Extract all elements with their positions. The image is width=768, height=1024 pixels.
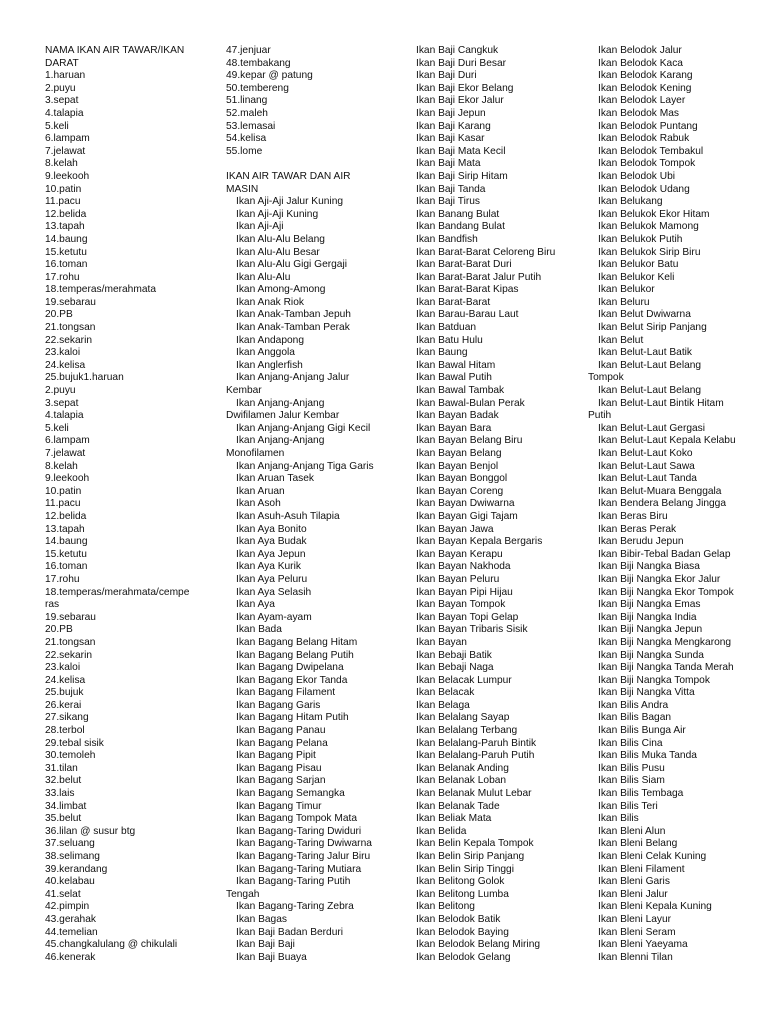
text-line: Ikan Anjang-Anjang — [236, 435, 325, 447]
text-line: Ikan Aya Bonito — [236, 523, 307, 535]
text-line: Ikan Bagang-Taring Putih — [236, 876, 351, 888]
text-line: Ikan Baji Kasar — [416, 133, 485, 145]
text-line: Ikan Aya Peluru — [236, 573, 308, 585]
text-line: Ikan Bagang-Taring Jalur Biru — [236, 851, 371, 862]
text-line: Ikan Asuh-Asuh Tilapia — [236, 510, 340, 522]
text-line: 17.rohu — [45, 573, 80, 585]
text-line: Ikan Baji Karang — [416, 120, 491, 132]
text-line: 6.lampam — [45, 435, 90, 447]
text-column-3 — [416, 45, 591, 964]
text-line: Ikan Andapong — [236, 334, 304, 346]
text-line: Ikan Bleni Seram — [598, 926, 676, 938]
text-line: Ikan Belukok Sirip Biru — [598, 246, 701, 258]
text-line: Ikan Baji Badan Berduri — [236, 926, 344, 938]
text-line: Ikan Ayam-ayam — [236, 611, 312, 623]
text-line: Ikan Bagang Panau — [236, 725, 326, 737]
text-line: 35.belut — [45, 813, 82, 825]
text-line: 44.temelian — [45, 926, 98, 938]
text-line: Ikan Biji Nangka Ekor Jalur — [598, 573, 721, 585]
text-line: Ikan Baji Baji — [236, 939, 295, 951]
text-line: Ikan Bilis Muka Tanda — [598, 750, 697, 762]
text-line: Ikan Anjang-Anjang — [236, 397, 325, 409]
text-line: 10.patin — [45, 485, 82, 497]
text-line: Ikan Bawal Putih — [416, 372, 492, 384]
text-line: Ikan Bagang-Taring Dwiduri — [236, 825, 362, 837]
text-line: 55.lome — [226, 145, 263, 157]
text-line: Ikan Biji Nangka Tanda Merah — [598, 662, 734, 674]
text-line: Ikan Batu Hulu — [416, 334, 483, 346]
text-line: Ikan Bagang-Taring Mutiara — [236, 863, 362, 875]
text-line: 27.sikang — [45, 712, 89, 724]
text-line: Ikan Bayan Bonggol — [416, 473, 508, 485]
text-line: 32.belut — [45, 775, 82, 787]
text-line: Ikan Bayan Topi Gelap — [416, 611, 519, 623]
text-line: Ikan Baji Mata Kecil — [416, 145, 506, 157]
text-line: Ikan Belaga — [416, 699, 470, 711]
text-line: Ikan Belukok Ekor Hitam — [598, 208, 710, 220]
text-line: Ikan Biji Nangka Biasa — [598, 561, 700, 573]
text-line: Ikan Baung — [416, 347, 468, 359]
text-line: Ikan Bilis Cina — [598, 737, 663, 749]
text-line: 20.PB — [45, 624, 73, 636]
text-line: 42.pimpin — [45, 901, 90, 913]
text-line: 15.ketutu — [45, 548, 87, 560]
text-line: 1.haruan — [45, 70, 86, 82]
text-line: ras — [45, 599, 60, 611]
text-line: 48.tembakang — [226, 57, 291, 69]
text-line: Ikan Belida — [416, 825, 467, 837]
text-line: Ikan Bayan Dwiwarna — [416, 498, 515, 510]
text-line: 50.tembereng — [226, 82, 289, 94]
text-line: 21.tongsan — [45, 322, 96, 334]
text-line: Ikan Bandang Bulat — [416, 221, 505, 233]
text-line: 22.sekarin — [45, 334, 93, 346]
text-line: Ikan Belin Kepala Tompok — [416, 838, 534, 850]
text-line: 49.kepar @ patung — [226, 70, 313, 82]
text-line: Ikan Beras Biru — [598, 510, 668, 522]
text-line: 7.jelawat — [45, 448, 86, 459]
text-line: Ikan Biji Nangka Tompok — [598, 674, 710, 686]
text-line: 23.kaloi — [45, 347, 81, 359]
text-line: Ikan Belalang Terbang — [416, 725, 518, 737]
text-line: 3.sepat — [45, 397, 79, 409]
text-line: Ikan Bilis Bunga Air — [598, 725, 686, 737]
text-line: Ikan Anglerfish — [236, 359, 303, 371]
text-line: 4.talapia — [45, 410, 84, 422]
text-line: Ikan Bayan Coreng — [416, 485, 504, 497]
text-line: Ikan Alu-Alu Gigi Gergaji — [236, 259, 347, 271]
text-line: Ikan Bayan Kerapu — [416, 548, 503, 560]
text-line: Ikan Bebaji Batik — [416, 649, 492, 661]
text-line: 5.keli — [45, 422, 69, 434]
text-line: Ikan Belalang-Paruh Bintik — [416, 737, 537, 749]
text-line: Ikan Belodok Karang — [598, 70, 693, 82]
text-line: Ikan Baji Tirus — [416, 196, 480, 208]
text-line: Ikan Aya Kurik — [236, 561, 301, 573]
text-line: 20.PB — [45, 309, 73, 321]
text-line: Ikan Bagang Sarjan — [236, 775, 326, 787]
text-line: Ikan Belodok Puntang — [598, 120, 698, 132]
text-line: Ikan Aya Budak — [236, 536, 307, 548]
text-line: Ikan Aya Selasih — [236, 586, 312, 598]
text-line: Ikan Belukok Putih — [598, 233, 683, 245]
text-line: Ikan Bagang Timur — [236, 800, 322, 812]
text-line: Ikan Belut-Laut Belang — [598, 359, 702, 371]
text-line: Ikan Bayan Gigi Tajam — [416, 510, 518, 522]
text-line: Ikan Anjang-Anjang Jalur — [236, 372, 350, 384]
text-line: 38.selimang — [45, 851, 100, 862]
text-line: Ikan Bagang Belang Putih — [236, 649, 354, 661]
text-line: Ikan Bayan Kepala Bergaris — [416, 536, 543, 548]
text-line: Ikan Baji Buaya — [236, 951, 307, 963]
text-line: Ikan Belut-Laut Kepala Kelabu — [598, 435, 736, 447]
text-line: Ikan Bagang Tompok Mata — [236, 813, 358, 825]
text-line: 52.maleh — [226, 107, 268, 119]
text-line: Ikan Belodok Gelang — [416, 951, 511, 963]
text-line: Ikan Aruan Tasek — [236, 473, 314, 485]
text-line: Ikan Belukor Keli — [598, 271, 675, 283]
text-line — [226, 158, 406, 171]
text-line: Ikan Bilis Pusu — [598, 762, 665, 774]
text-line: Ikan Bibir-Tebal Badan Gelap — [598, 548, 731, 560]
text-line: Ikan Bayan Badak — [416, 410, 499, 422]
text-line: Ikan Bagang Belang Hitam — [236, 636, 358, 648]
text-line: 37.seluang — [45, 838, 95, 850]
text-line: 17.rohu — [45, 271, 80, 283]
text-line: 24.kelisa — [45, 674, 86, 686]
text-line: Ikan Bayan Tribaris Sisik — [416, 624, 528, 636]
text-line: Ikan Belanak Anding — [416, 762, 509, 774]
text-line: Ikan Belodok Tembakul — [598, 145, 704, 157]
text-line: 3.sepat — [45, 95, 79, 107]
text-line: Ikan Baji Cangkuk — [416, 45, 499, 56]
text-line: 39.kerandang — [45, 863, 108, 875]
text-line: Ikan Belodok Batik — [416, 913, 501, 925]
text-line: Ikan Barat-Barat — [416, 296, 491, 308]
text-line: 33.lais — [45, 788, 75, 800]
text-line: Ikan Barat-Barat Kipas — [416, 284, 519, 296]
text-line: 28.terbol — [45, 725, 85, 737]
text-line: Ikan Belut Dwiwarna — [598, 309, 691, 321]
text-line: Ikan Anak-Tamban Jepuh — [236, 309, 351, 321]
text-line: 7.jelawat — [45, 145, 86, 157]
text-line: 19.sebarau — [45, 296, 96, 308]
text-line: Ikan Belacak Lumpur — [416, 674, 512, 686]
text-line: Monofilamen — [226, 448, 285, 459]
text-line: Ikan Baji Ekor Belang — [416, 82, 514, 94]
text-line: 25.bujuk1.haruan — [45, 372, 124, 384]
text-line: Ikan Bayan Nakhoda — [416, 561, 511, 573]
text-line: Ikan Bleni Layur — [598, 913, 672, 925]
text-line: Ikan Bagang Pisau — [236, 762, 322, 774]
text-line: Ikan Bada — [236, 624, 282, 636]
text-line: Ikan Belukor — [598, 284, 655, 296]
text-line: 51.linang — [226, 95, 268, 107]
text-line: Ikan Bagang Hitam Putih — [236, 712, 349, 724]
text-line: Ikan Biji Nangka Mengkarong — [598, 636, 732, 648]
text-line: Ikan Aya Jepun — [236, 548, 306, 560]
text-line: Ikan Bleni Celak Kuning — [598, 851, 707, 862]
text-line: Ikan Bilis — [598, 813, 639, 825]
text-line: Ikan Belanak Loban — [416, 775, 507, 787]
text-line: 10.patin — [45, 183, 82, 195]
text-line: Ikan Belodok Belang Miring — [416, 939, 541, 951]
text-line: Ikan Beluru — [598, 296, 650, 308]
text-line: Ikan Belut-Laut Bintik Hitam — [598, 397, 724, 409]
text-line: Ikan Belukok Mamong — [598, 221, 699, 233]
text-line: 11.pacu — [45, 196, 81, 208]
text-line: Dwifilamen Jalur Kembar — [226, 410, 340, 422]
text-line: Ikan Belut-Laut Batik — [598, 347, 693, 359]
text-line: Ikan Beras Perak — [598, 523, 677, 535]
text-line: Ikan Baji Duri Besar — [416, 57, 507, 69]
text-line: Ikan Belitong Golok — [416, 876, 505, 888]
text-line: Ikan Baji Tanda — [416, 183, 486, 195]
text-line: Ikan Asoh — [236, 498, 281, 510]
text-line: Ikan Belukang — [598, 196, 663, 208]
text-line: Ikan Alu-Alu Besar — [236, 246, 320, 258]
text-line: Ikan Biji Nangka Ekor Tompok — [598, 586, 734, 598]
text-line: 54.kelisa — [226, 133, 267, 145]
text-line: 21.tongsan — [45, 636, 96, 648]
text-line: Ikan Bawal-Bulan Perak — [416, 397, 525, 409]
text-line: Ikan Anak Riok — [236, 296, 304, 308]
text-line: Ikan Bleni Yaeyama — [598, 939, 688, 951]
text-line: Ikan Belodok Ubi — [598, 170, 676, 182]
text-line: Ikan Bagang Pelana — [236, 737, 328, 749]
text-line: Ikan Bagang Pipit — [236, 750, 316, 762]
text-line: Ikan Alu-Alu Belang — [236, 233, 325, 245]
text-line: Ikan Bayan Belang Biru — [416, 435, 523, 447]
text-line: Ikan Bilis Tembaga — [598, 788, 684, 800]
text-line: Ikan Bayan Belang — [416, 448, 502, 459]
text-line: Ikan Aji-Aji — [236, 221, 284, 233]
text-column-4 — [588, 45, 763, 964]
text-line: Ikan Belanak Mulut Lebar — [416, 788, 532, 800]
text-line: 40.kelabau — [45, 876, 95, 888]
text-line: Ikan Aya — [236, 599, 275, 611]
text-line: Ikan Baji Sirip Hitam — [416, 170, 508, 182]
text-line: Tompok — [588, 372, 624, 384]
text-line: Ikan Bleni Belang — [598, 838, 678, 850]
text-line: Ikan Belodok Udang — [598, 183, 690, 195]
text-line: Putih — [588, 410, 612, 422]
text-line: 12.belida — [45, 208, 87, 220]
text-line: Ikan Bagas — [236, 913, 287, 925]
text-line: Ikan Baji Duri — [416, 70, 477, 82]
text-line: Ikan Belodok Jalur — [598, 45, 682, 56]
text-line: Ikan Bleni Filament — [598, 863, 685, 875]
text-line: Ikan Belodok Mas — [598, 107, 679, 119]
text-line: DARAT — [45, 57, 79, 69]
text-line: 26.kerai — [45, 699, 82, 711]
text-line: Ikan Aruan — [236, 485, 285, 497]
text-line: 23.kaloi — [45, 662, 81, 674]
text-line: Ikan Bayan — [416, 636, 467, 648]
text-line: Ikan Banang Bulat — [416, 208, 500, 220]
text-line: Ikan Belut-Laut Koko — [598, 448, 693, 459]
text-line: Ikan Bilis Andra — [598, 699, 669, 711]
text-line: Ikan Barat-Barat Jalur Putih — [416, 271, 542, 283]
text-line: Ikan Bilis Teri — [598, 800, 658, 812]
text-line: 22.sekarin — [45, 649, 93, 661]
text-line: IKAN AIR TAWAR DAN AIR — [226, 170, 351, 182]
text-line: 2.puyu — [45, 82, 76, 94]
text-line: Tengah — [226, 888, 260, 900]
text-line: Ikan Belodok Rabuk — [598, 133, 690, 145]
text-line: 9.leekooh — [45, 473, 90, 485]
text-line: Ikan Bawal Tambak — [416, 385, 505, 397]
text-line: 5.keli — [45, 120, 69, 132]
text-line: 47.jenjuar — [226, 45, 271, 56]
text-line: Ikan Berudu Jepun — [598, 536, 684, 548]
text-line: Ikan Belanak Tade — [416, 800, 500, 812]
text-line: 6.lampam — [45, 133, 90, 145]
text-line: Ikan Bagang Filament — [236, 687, 336, 699]
text-line: Ikan Bawal Hitam — [416, 359, 496, 371]
text-line: Ikan Bayan Peluru — [416, 573, 500, 585]
text-line: 8.kelah — [45, 158, 78, 170]
text-line: Ikan Belut-Laut Sawa — [598, 460, 695, 472]
text-line: Ikan Baji Mata — [416, 158, 481, 170]
text-line: Kembar — [226, 385, 262, 397]
text-line: Ikan Bleni Alun — [598, 825, 666, 837]
text-line: Ikan Belitong Lumba — [416, 888, 509, 900]
text-line: Ikan Biji Nangka India — [598, 611, 697, 623]
text-line: 14.baung — [45, 536, 88, 548]
text-line: 9.leekooh — [45, 170, 90, 182]
text-line: Ikan Belodok Kaca — [598, 57, 683, 69]
text-line: 46.kenerak — [45, 951, 96, 963]
text-line: 34.limbat — [45, 800, 87, 812]
text-line: Ikan Blenni Tilan — [598, 951, 673, 963]
text-line: 15.ketutu — [45, 246, 87, 258]
text-line: Ikan Belacak — [416, 687, 475, 699]
text-line: Ikan Barat-Barat Celoreng Biru — [416, 246, 556, 258]
text-line: Ikan Belodok Tompok — [598, 158, 696, 170]
text-line: Ikan Anjang-Anjang Gigi Kecil — [236, 422, 371, 434]
text-line: Ikan Belut-Muara Benggala — [598, 485, 722, 497]
text-line: Ikan Bagang Semangka — [236, 788, 345, 800]
text-line: 24.kelisa — [45, 359, 86, 371]
text-column-1 — [45, 45, 215, 964]
text-line: 29.tebal sisik — [45, 737, 104, 749]
text-line: Ikan Anjang-Anjang Tiga Garis — [236, 460, 374, 472]
text-line: 18.temperas/merahmata/cempe — [45, 586, 190, 598]
text-line: Ikan Bleni Jalur — [598, 888, 668, 900]
text-line: Ikan Biji Nangka Vitta — [598, 687, 695, 699]
text-line: Ikan Bayan Tompok — [416, 599, 506, 611]
text-line: Ikan Belut-Laut Tanda — [598, 473, 697, 485]
text-line: 43.gerahak — [45, 913, 96, 925]
text-line: Ikan Belukor Batu — [598, 259, 679, 271]
text-line: Ikan Bayan Bara — [416, 422, 492, 434]
text-line: Ikan Bayan Benjol — [416, 460, 499, 472]
text-line: Ikan Anak-Tamban Perak — [236, 322, 350, 334]
text-line: Ikan Biji Nangka Jepun — [598, 624, 703, 636]
text-line: Ikan Bandfish — [416, 233, 478, 245]
text-line: Ikan Bagang Dwipelana — [236, 662, 344, 674]
text-line: Ikan Belut — [598, 334, 644, 346]
text-line: Ikan Bebaji Naga — [416, 662, 494, 674]
text-line: Ikan Biji Nangka Emas — [598, 599, 701, 611]
text-line: 12.belida — [45, 510, 87, 522]
text-line: Ikan Bilis Bagan — [598, 712, 672, 724]
text-line: Ikan Alu-Alu — [236, 271, 291, 283]
text-line: Ikan Baji Ekor Jalur — [416, 95, 504, 107]
text-line: Ikan Barat-Barat Duri — [416, 259, 512, 271]
text-line: Ikan Bendera Belang Jingga — [598, 498, 727, 510]
text-line: Ikan Bilis Siam — [598, 775, 665, 787]
text-line: 16.toman — [45, 561, 88, 573]
text-line: Ikan Bleni Garis — [598, 876, 670, 888]
text-line: 13.tapah — [45, 221, 85, 233]
text-line: 19.sebarau — [45, 611, 96, 623]
text-line: 31.tilan — [45, 762, 78, 774]
text-line: Ikan Bayan Jawa — [416, 523, 494, 535]
text-line: Ikan Belin Sirip Panjang — [416, 851, 525, 862]
text-line: Ikan Belitong — [416, 901, 475, 913]
text-line: Ikan Bagang-Taring Dwiwarna — [236, 838, 372, 850]
text-line: Ikan Biji Nangka Sunda — [598, 649, 704, 661]
text-line: Ikan Baji Jepun — [416, 107, 486, 119]
text-line: Ikan Belut Sirip Panjang — [598, 322, 707, 334]
text-line: 30.temoleh — [45, 750, 96, 762]
text-line: Ikan Belodok Layer — [598, 95, 686, 107]
text-line: 36.lilan @ susur btg — [45, 825, 136, 837]
text-line: Ikan Beliak Mata — [416, 813, 492, 825]
text-line: 13.tapah — [45, 523, 85, 535]
text-line: 2.puyu — [45, 385, 76, 397]
text-line: 16.toman — [45, 259, 88, 271]
text-line: Ikan Belalang-Paruh Putih — [416, 750, 535, 762]
text-line: 25.bujuk — [45, 687, 84, 699]
text-line: MASIN — [226, 183, 259, 195]
text-line: Ikan Belut-Laut Gergasi — [598, 422, 706, 434]
text-line: Ikan Among-Among — [236, 284, 326, 296]
text-line: Ikan Bagang Garis — [236, 699, 321, 711]
text-line: Ikan Batduan — [416, 322, 477, 334]
text-line: 11.pacu — [45, 498, 81, 510]
text-line: Ikan Belalang Sayap — [416, 712, 510, 724]
text-line: Ikan Belodok Kening — [598, 82, 692, 94]
text-line: Ikan Bleni Kepala Kuning — [598, 901, 712, 913]
text-line: 45.changkalulang @ chikulali — [45, 939, 178, 951]
text-line: Ikan Anggola — [236, 347, 295, 359]
text-line: 14.baung — [45, 233, 88, 245]
text-line: Ikan Bayan Pipi Hijau — [416, 586, 513, 598]
text-line: Ikan Belin Sirip Tinggi — [416, 863, 514, 875]
text-line: Ikan Belut-Laut Belang — [598, 385, 702, 397]
text-line: Ikan Belodok Baying — [416, 926, 509, 938]
text-line: Ikan Aji-Aji Kuning — [236, 208, 319, 220]
text-line: NAMA IKAN AIR TAWAR/IKAN — [45, 45, 185, 56]
text-line: 53.lemasai — [226, 120, 276, 132]
text-line: 41.selat — [45, 888, 81, 900]
text-line: Ikan Bagang Ekor Tanda — [236, 674, 348, 686]
text-line: Ikan Aji-Aji Jalur Kuning — [236, 196, 344, 208]
text-line: 4.talapia — [45, 107, 84, 119]
text-line: Ikan Barau-Barau Laut — [416, 309, 519, 321]
text-line: Ikan Bagang-Taring Zebra — [236, 901, 354, 913]
text-column-2 — [226, 45, 406, 964]
text-line: 18.temperas/merahmata — [45, 284, 156, 296]
text-line: 8.kelah — [45, 460, 78, 472]
